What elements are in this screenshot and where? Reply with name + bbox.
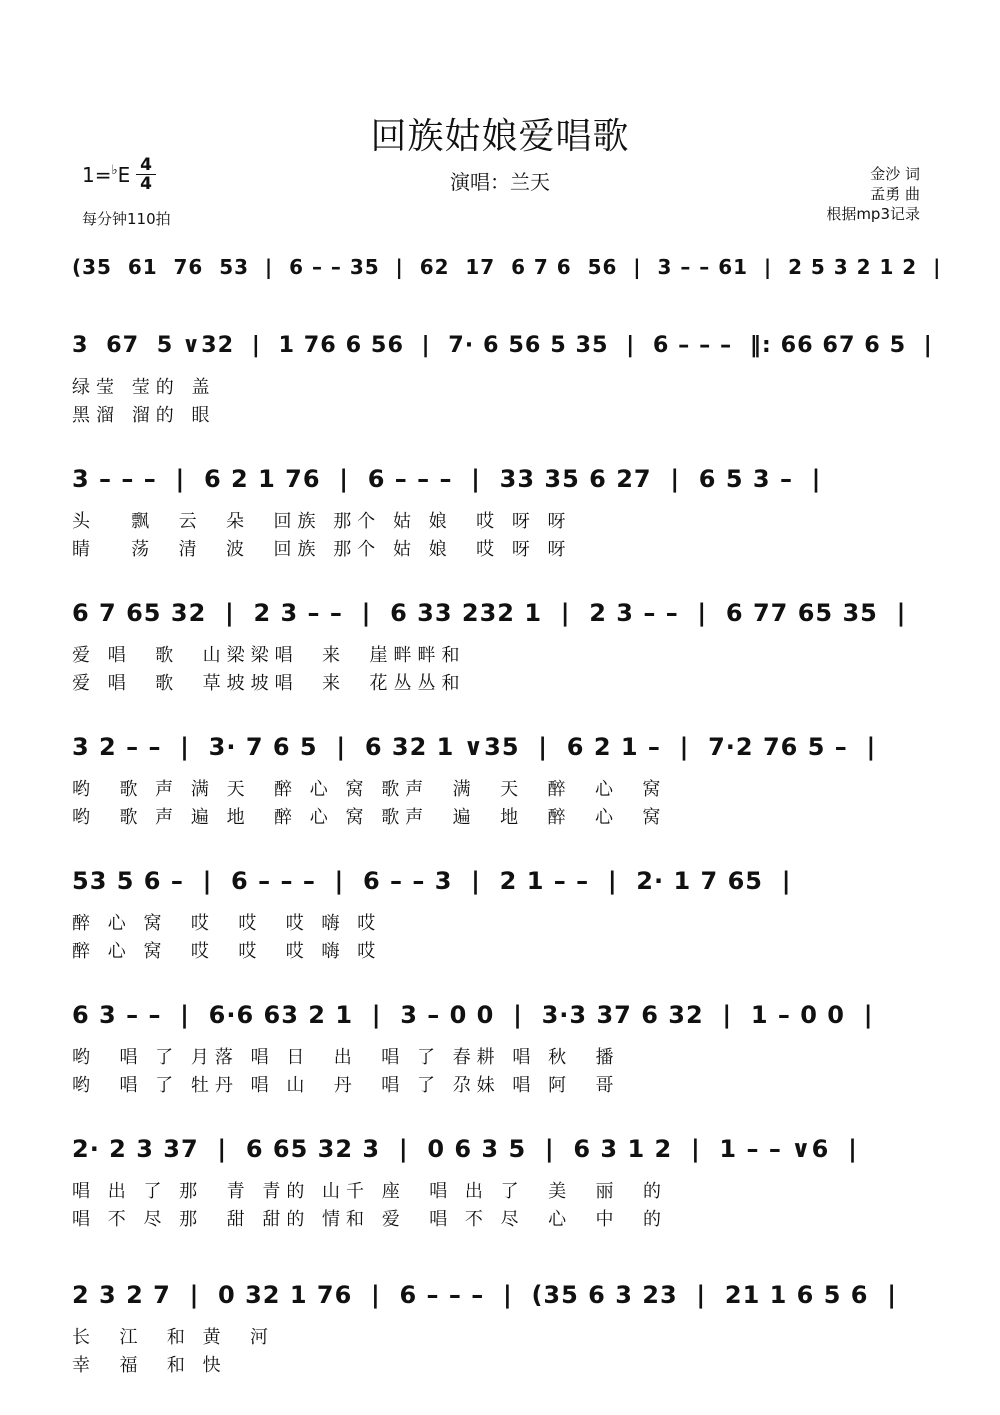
credits bbox=[826, 164, 920, 224]
notation-line: 6 3 – – | 6·6 63 2 1 | 3 – 0 0 | 3·3 37 6 32 | 1 – 0 0 | bbox=[72, 1001, 874, 1029]
lyric-line-verse-1: 长 江 和 黄 河 bbox=[72, 1327, 275, 1348]
notation-line: 3 – – – | 6 2 1 76 | 6 – – – | 33 35 6 27 | 6 5 3 – | bbox=[72, 465, 822, 493]
lyric-line-verse-1: 醉 心 窝 哎 哎 哎 嗨 哎 bbox=[72, 913, 382, 934]
time-signature: 4 4 bbox=[136, 156, 156, 193]
notation-line: 53 5 6 – | 6 – – – | 6 – – 3 | 2 1 – – | 2· 1 7 65 | bbox=[72, 867, 792, 895]
lyric-line-verse-2: 爱 唱 歌 草坡坡唱 来 花丛丛和 bbox=[72, 673, 466, 694]
lyricist: 金沙 词 bbox=[870, 165, 920, 183]
notation-line: (35 61 76 53 | 6 – – 35 | 62 17 6 7 6 56 | 3 – – 61 | 2 5 3 2 1 2 | bbox=[72, 255, 942, 279]
lyric-line-verse-2: 哟 唱 了 牡丹 唱 山 丹 唱 了 尕妹 唱 阿 哥 bbox=[72, 1075, 620, 1096]
key-signature: 1=♭E bbox=[82, 163, 131, 187]
lyric-line-verse-2: 幸 福 和 快 bbox=[72, 1355, 227, 1376]
lyric-line-verse-2: 哟 歌 声 遍 地 醉 心 窝 歌声 遍 地 醉 心 窝 bbox=[72, 807, 667, 828]
notation-line: 2· 2 3 37 | 6 65 32 3 | 0 6 3 5 | 6 3 1 2 | 1 – – ∨6 | bbox=[72, 1135, 858, 1163]
lyric-line-verse-1: 绿莹 莹的 盖 bbox=[72, 377, 216, 398]
lyric-line-verse-2: 黑溜 溜的 眼 bbox=[72, 405, 216, 426]
page-title: 回族姑娘爱唱歌 bbox=[370, 116, 630, 157]
lyric-line-verse-2: 唱 不 尽 那 甜 甜的 情和 爱 唱 不 尽 心 中 的 bbox=[72, 1209, 667, 1230]
lyric-line-verse-1: 哟 唱 了 月落 唱 日 出 唱 了 春耕 唱 秋 播 bbox=[72, 1047, 620, 1068]
notation-line: 2 3 2 7 | 0 32 1 76 | 6 – – – | (35 6 3 23 | 21 1 6 5 6 | bbox=[72, 1281, 897, 1309]
composer: 孟勇 曲 bbox=[870, 185, 920, 203]
notation-line: 3 2 – – | 3· 7 6 5 | 6 32 1 ∨35 | 6 2 1 – | 7·2 76 5 – | bbox=[72, 733, 877, 761]
lyric-line-verse-1: 唱 出 了 那 青 青的 山千 座 唱 出 了 美 丽 的 bbox=[72, 1181, 667, 1202]
source-note: 根据mp3记录 bbox=[826, 205, 920, 223]
notation-line: 6 7 65 32 | 2 3 – – | 6 33 232 1 | 2 3 – – | 6 77 65 35 | bbox=[72, 599, 907, 627]
tempo: 每分钟110拍 bbox=[82, 210, 171, 228]
lyric-line-verse-1: 爱 唱 歌 山梁梁唱 来 崖畔畔和 bbox=[72, 645, 466, 666]
lyric-line-verse-2: 醉 心 窝 哎 哎 哎 嗨 哎 bbox=[72, 941, 382, 962]
notation-line: 3 67 5 ∨32 | 1 76 6 56 | 7· 6 56 5 35 | 6 – – – ‖: 66 67 6 5 | bbox=[72, 332, 933, 358]
lyric-line-verse-1: 哟 歌 声 满 天 醉 心 窝 歌声 满 天 醉 心 窝 bbox=[72, 779, 667, 800]
lyric-line-verse-1: 头 飘 云 朵 回族 那个 姑 娘 哎 呀 呀 bbox=[72, 511, 572, 532]
lyric-line-verse-2: 睛 荡 清 波 回族 那个 姑 娘 哎 呀 呀 bbox=[72, 539, 572, 560]
singer: 演唱：兰天 bbox=[450, 170, 550, 194]
